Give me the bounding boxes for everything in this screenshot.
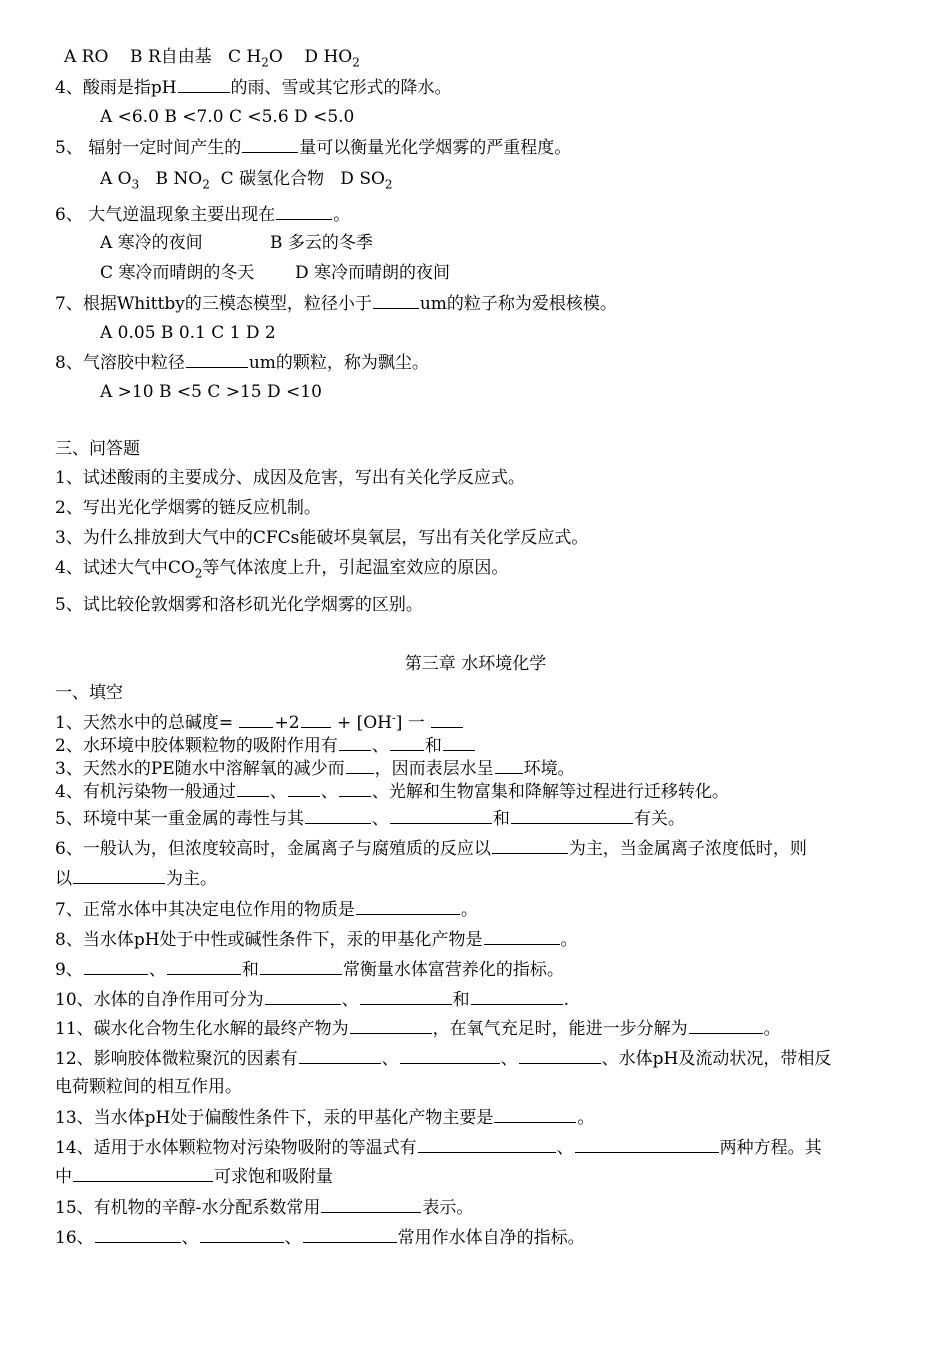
question-7-options: A 0.05 B 0.1 C 1 D 2: [100, 323, 276, 343]
blank: [689, 1017, 763, 1034]
blank: [471, 988, 563, 1005]
fill-3: 3、天然水的PE随水中溶解氧的减少而 ，因而表层水呈 环境。: [55, 759, 575, 779]
blank: [84, 958, 148, 975]
blank: [299, 1047, 381, 1064]
blank: [288, 780, 320, 797]
fill-16: 16、 、 、 常用作水体自净的指标。: [55, 1228, 585, 1248]
blank: [511, 807, 633, 824]
blank: [95, 1226, 181, 1243]
blank: [390, 734, 424, 751]
blank: [276, 203, 332, 220]
blank: [239, 711, 273, 728]
question-5-options: A $O_3$ B $NO_2$ C 碳氢化合物 D $SO_2$: [100, 169, 393, 192]
blank: [321, 1196, 421, 1213]
blank: [73, 867, 165, 884]
question-6-option-c: C 寒冷而晴朗的冬天: [100, 263, 255, 283]
blank: [242, 136, 298, 153]
blank: [373, 292, 419, 309]
blank: [431, 711, 463, 728]
blank: [390, 807, 492, 824]
fill-14: 14、适用于水体颗粒物对污染物吸附的等温式有 、 两种方程。其: [55, 1138, 822, 1158]
question-7: 7、根据Whittby的三模态模型，粒径小于 um的粒子称为爱根核模。: [55, 294, 617, 314]
blank: [260, 958, 342, 975]
blank: [303, 1226, 397, 1243]
question-8: 8、气溶胶中粒径 um的颗粒，称为飘尘。: [55, 353, 429, 373]
fill-12: 12、影响胶体微粒聚沉的因素有 、 、 、水体pH及流动状况，带相反: [55, 1049, 832, 1069]
fill-7: 7、正常水体中其决定电位作用的物质是 。: [55, 900, 478, 920]
blank: [356, 898, 460, 915]
fill-6-cont: 以 为主。: [55, 869, 217, 889]
question-6-option-b: B 多云的冬季: [270, 233, 373, 253]
blank: [400, 1047, 500, 1064]
blank: [418, 1136, 556, 1153]
blank: [167, 958, 241, 975]
qa-3: 3、为什么排放到大气中的CFCs能破坏臭氧层，写出有关化学反应式。: [55, 528, 589, 548]
qa-4: 4、试述大气中$CO_2$等气体浓度上升，引起温室效应的原因。: [55, 558, 509, 581]
blank: [443, 734, 475, 751]
fill-8: 8、当水体pH处于中性或碱性条件下，汞的甲基化产物是 。: [55, 930, 578, 950]
blank: [575, 1136, 719, 1153]
fill-14-cont: 中 可求饱和吸附量: [55, 1167, 333, 1187]
question-6-option-d: D 寒冷而晴朗的夜间: [295, 263, 451, 283]
fill-6: 6、一般认为，但浓度较高时，金属离子与腐殖质的反应以 为主，当金属离子浓度低时，则: [55, 839, 807, 859]
section-heading-qa: 三、问答题: [55, 439, 140, 459]
question-6-option-a: A 寒冷的夜间: [100, 233, 203, 253]
fill-1: 1、天然水中的总碱度= +2 + [OH-] 一: [55, 711, 464, 734]
question-8-options: A >10 B <5 C >15 D <10: [100, 382, 322, 402]
blank: [494, 1106, 576, 1123]
blank: [265, 988, 341, 1005]
blank: [237, 780, 269, 797]
blank: [350, 1017, 432, 1034]
blank: [519, 1047, 601, 1064]
question-6: 6、 大气逆温现象主要出现在 。: [55, 205, 351, 225]
fill-4: 4、有机污染物一般通过 、 、 、光解和生物富集和降解等过程进行迁移转化。: [55, 782, 729, 802]
blank: [186, 351, 248, 368]
blank: [495, 757, 523, 774]
fill-5: 5、环境中某一重金属的毒性与其 、 和 有关。: [55, 809, 685, 829]
blank: [73, 1165, 213, 1182]
fill-2: 2、水环境中胶体颗粒物的吸附作用有 、 和: [55, 734, 476, 757]
question-5: 5、 辐射一定时间产生的 量可以衡量光化学烟雾的严重程度。: [55, 138, 572, 158]
blank: [301, 711, 331, 728]
question-4-options: A <6.0 B <7.0 C <5.6 D <5.0: [100, 107, 355, 127]
qa-2: 2、写出光化学烟雾的链反应机制。: [55, 498, 321, 518]
fill-13: 13、当水体pH处于偏酸性条件下，汞的甲基化产物主要是 。: [55, 1108, 595, 1128]
qa-5: 5、试比较伦敦烟雾和洛杉矶光化学烟雾的区别。: [55, 595, 423, 615]
blank: [339, 734, 371, 751]
blank: [360, 988, 452, 1005]
fill-11: 11、碳水化合物生化水解的最终产物为 ，在氧气充足时，能进一步分解为 。: [55, 1019, 781, 1039]
blank: [339, 780, 371, 797]
blank: [484, 928, 560, 945]
qa-1: 1、试述酸雨的主要成分、成因及危害，写出有关化学反应式。: [55, 468, 525, 488]
blank: [346, 757, 374, 774]
q3-options: A RO B R自由基 C $H_2O$ D $HO_2$: [64, 47, 360, 70]
blank: [200, 1226, 284, 1243]
fill-10: 10、水体的自净作用可分为 、 和 .: [55, 990, 570, 1010]
question-4: 4、酸雨是指pH 的雨、雪或其它形式的降水。: [55, 78, 452, 98]
fill-15: 15、有机物的辛醇-水分配系数常用 表示。: [55, 1198, 474, 1218]
blank: [178, 76, 230, 93]
fill-heading: 一、填空: [55, 683, 123, 703]
chapter-title: 第三章 水环境化学: [404, 654, 547, 674]
fill-9: 9、 、 和 常衡量水体富营养化的指标。: [55, 960, 564, 980]
blank: [305, 807, 371, 824]
fill-12-cont: 电荷颗粒间的相互作用。: [55, 1077, 242, 1097]
blank: [492, 837, 568, 854]
